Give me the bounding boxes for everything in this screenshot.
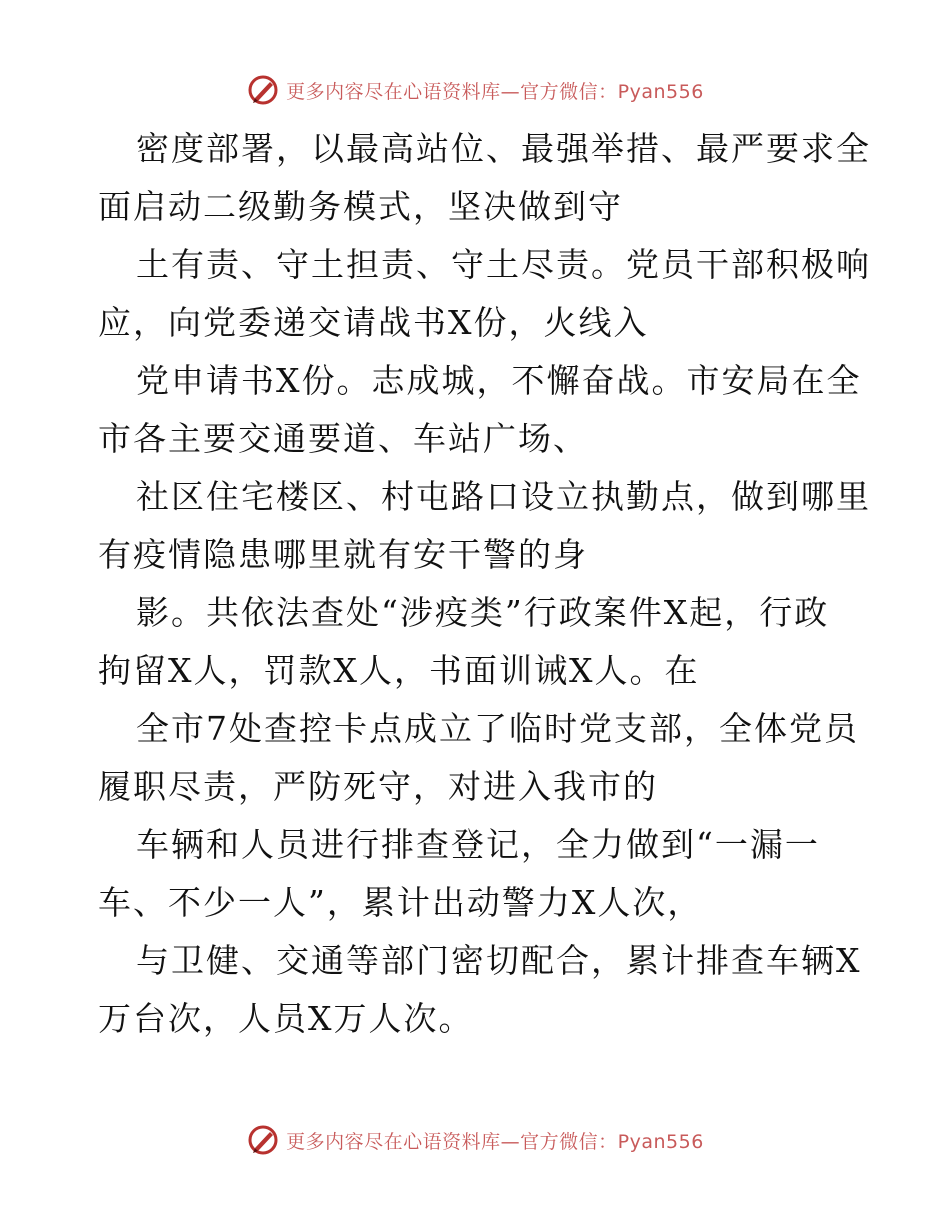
body-line: 履职尽责，严防死守，对进入我市的 (98, 767, 658, 806)
body-line: 土有责、守土担责、守土尽责。党员干部积极响 (136, 245, 871, 284)
header-banner-text: 更多内容尽在心语资料库—官方微信：Pyan556 (286, 80, 704, 103)
footer-banner-text: 更多内容尽在心语资料库—官方微信：Pyan556 (286, 1130, 704, 1153)
body-line: 社区住宅楼区、村屯路口设立执勤点，做到哪里 (136, 477, 871, 516)
body-line: 影。共依法查处“涉疫类”行政案件X起，行政 (136, 593, 830, 632)
body-line: 拘留X人，罚款X人，书面训诫X人。在 (98, 651, 700, 690)
body-line: 与卫健、交通等部门密切配合，累计排查车辆X (136, 941, 862, 980)
header-banner (0, 72, 950, 108)
body-line: 车、不少一人”，累计出动警力X人次， (98, 883, 703, 922)
footer-banner (0, 1122, 950, 1158)
body-line: 全市7处查控卡点成立了临时党支部，全体党员 (136, 709, 859, 748)
body-line: 万台次，人员X万人次。 (98, 999, 474, 1038)
body-line: 密度部署，以最高站位、最强举措、最严要求全 (136, 129, 871, 168)
pen-logo-icon (246, 73, 280, 107)
body-line: 市各主要交通要道、车站广场、 (98, 419, 588, 458)
body-line: 车辆和人员进行排查登记，全力做到“一漏一 (136, 825, 820, 864)
body-line: 有疫情隐患哪里就有安干警的身 (98, 535, 588, 574)
document-body (98, 120, 871, 1048)
pen-logo-icon (246, 1123, 280, 1157)
body-line: 面启动二级勤务模式，坚决做到守 (98, 187, 623, 226)
body-line: 党申请书X份。志成城，不懈奋战。市安局在全 (136, 361, 862, 400)
body-line: 应，向党委递交请战书X份，火线入 (98, 303, 649, 342)
